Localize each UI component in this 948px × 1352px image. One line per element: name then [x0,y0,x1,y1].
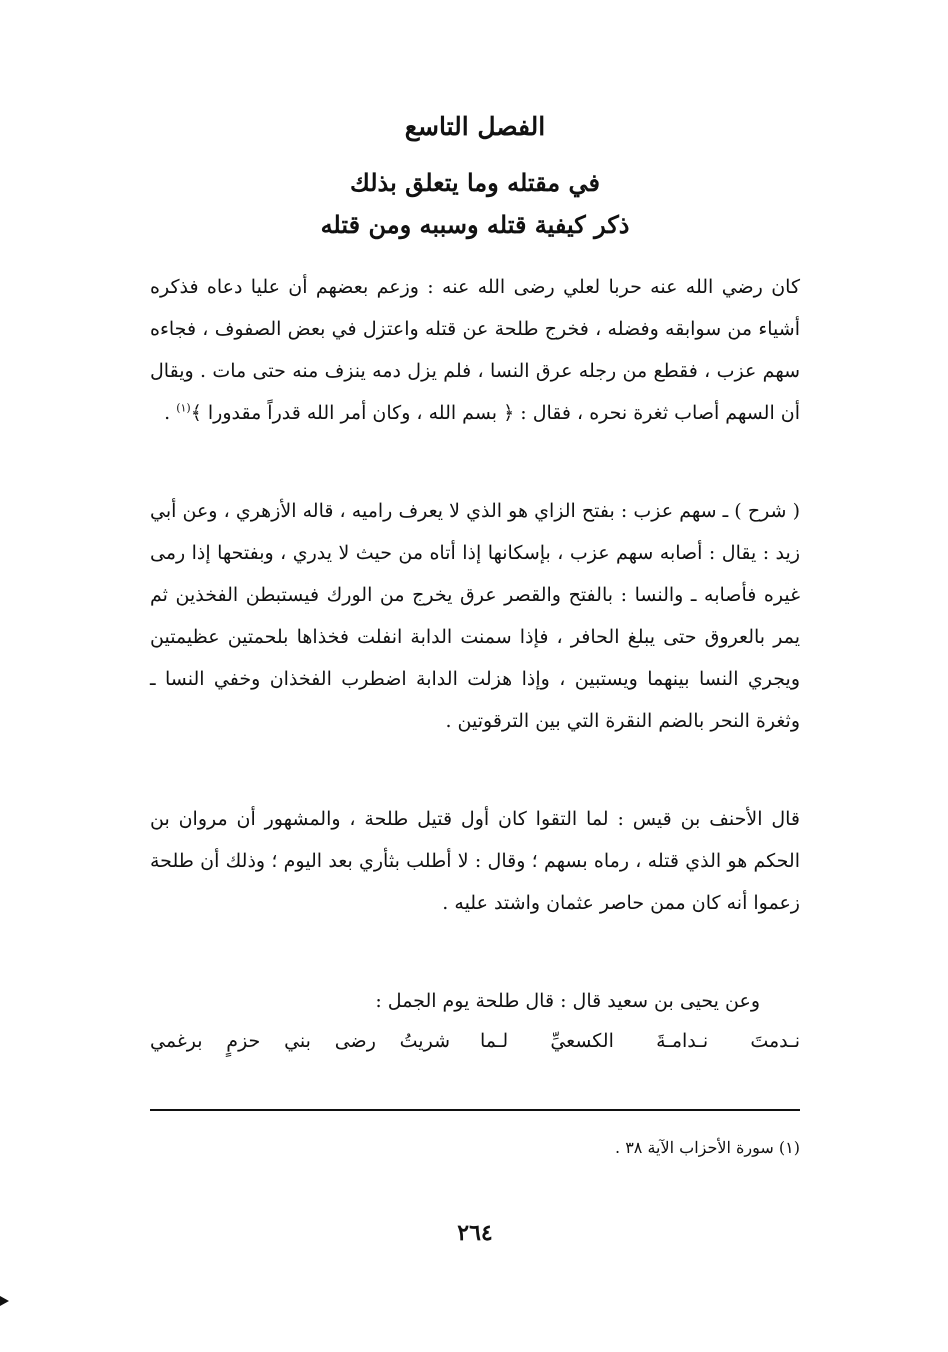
verse-second-hemistich: شريتُ رضى بني حزمٍ برغمي [150,1030,450,1052]
footnote-reference: (١) [176,401,191,415]
paragraph-1 [150,266,800,434]
footnote: (١) سورة الأحزاب الآية ٣٨ . [615,1138,800,1157]
section-subtitle-2: ذكر كيفية قتله وسببه ومن قتله [320,210,630,239]
verse-first-hemistich: نـدمتَ نـدامـةَ الكسعيِّ لـما [480,1030,800,1052]
scan-edge-mark [0,1296,9,1306]
paragraph-1-end: . [164,402,177,424]
page-number: ٢٦٤ [457,1220,493,1246]
paragraph-4: وعن يحيى بن سعيد قال : قال طلحة يوم الجمل : [375,990,760,1012]
section-subtitle-1: في مقتله وما يتعلق بذلك [350,168,600,197]
paragraph-1-text: كان رضي الله عنه حربا لعلي رضى الله عنه : وزعم بعضهم أن عليا دعاه فذكره أشياء من سوابقه وفضله ، فخرج طلحة عن قتله واعتزل في بعض الصفوف ، فجاءه سهم عزب ، فقطع من رجله عرق النسا ، فلم يزل دمه ينزف منه حتى مات . ويقال أن السهم أصاب ثغرة نحره ، فقال : ﴿ بسم الله ، وكان أمر الله قدراً مقدورا ﴾ [150,276,800,424]
chapter-title: الفصل التاسع [404,112,546,141]
paragraph-2-explanation: ( شرح ) ـ سهم عزب : بفتح الزاي هو الذي لا يعرف راميه ، قاله الأزهري ، وعن أبي زيد : يقال : أصابه سهم عزب ، بإسكانها إذا أتاه من حيث لا يدري ، وبفتحها إذا رمى غيره فأصابه ـ والنسا : بالفتح والقصر عرق يخرج من الورك فيستبطن الفخذين ثم يمر بالعروق حتى يبلغ الحافر ، فإذا سمنت الدابة انفلت فخذاها بلحمتين عظيمتين ويجري النسا بينهما ويستبين ، وإذا هزلت الدابة اضطرب الفخذان وخفي النسا ـ وثغرة النحر بالضم النقرة التي بين الترقوتين . [150,500,800,732]
footnote-divider [150,1109,800,1111]
poetry-verse [150,1030,800,1070]
paragraph-3: قال الأحنف بن قيس : لما التقوا كان أول قتيل طلحة ، والمشهور أن مروان بن الحكم هو الذي قتله ، رماه بسهم ؛ وقال : لا أطلب بثأري بعد اليوم ؛ وذلك أن طلحة زعموا أنه كان ممن حاصر عثمان واشتد عليه . [150,808,800,914]
